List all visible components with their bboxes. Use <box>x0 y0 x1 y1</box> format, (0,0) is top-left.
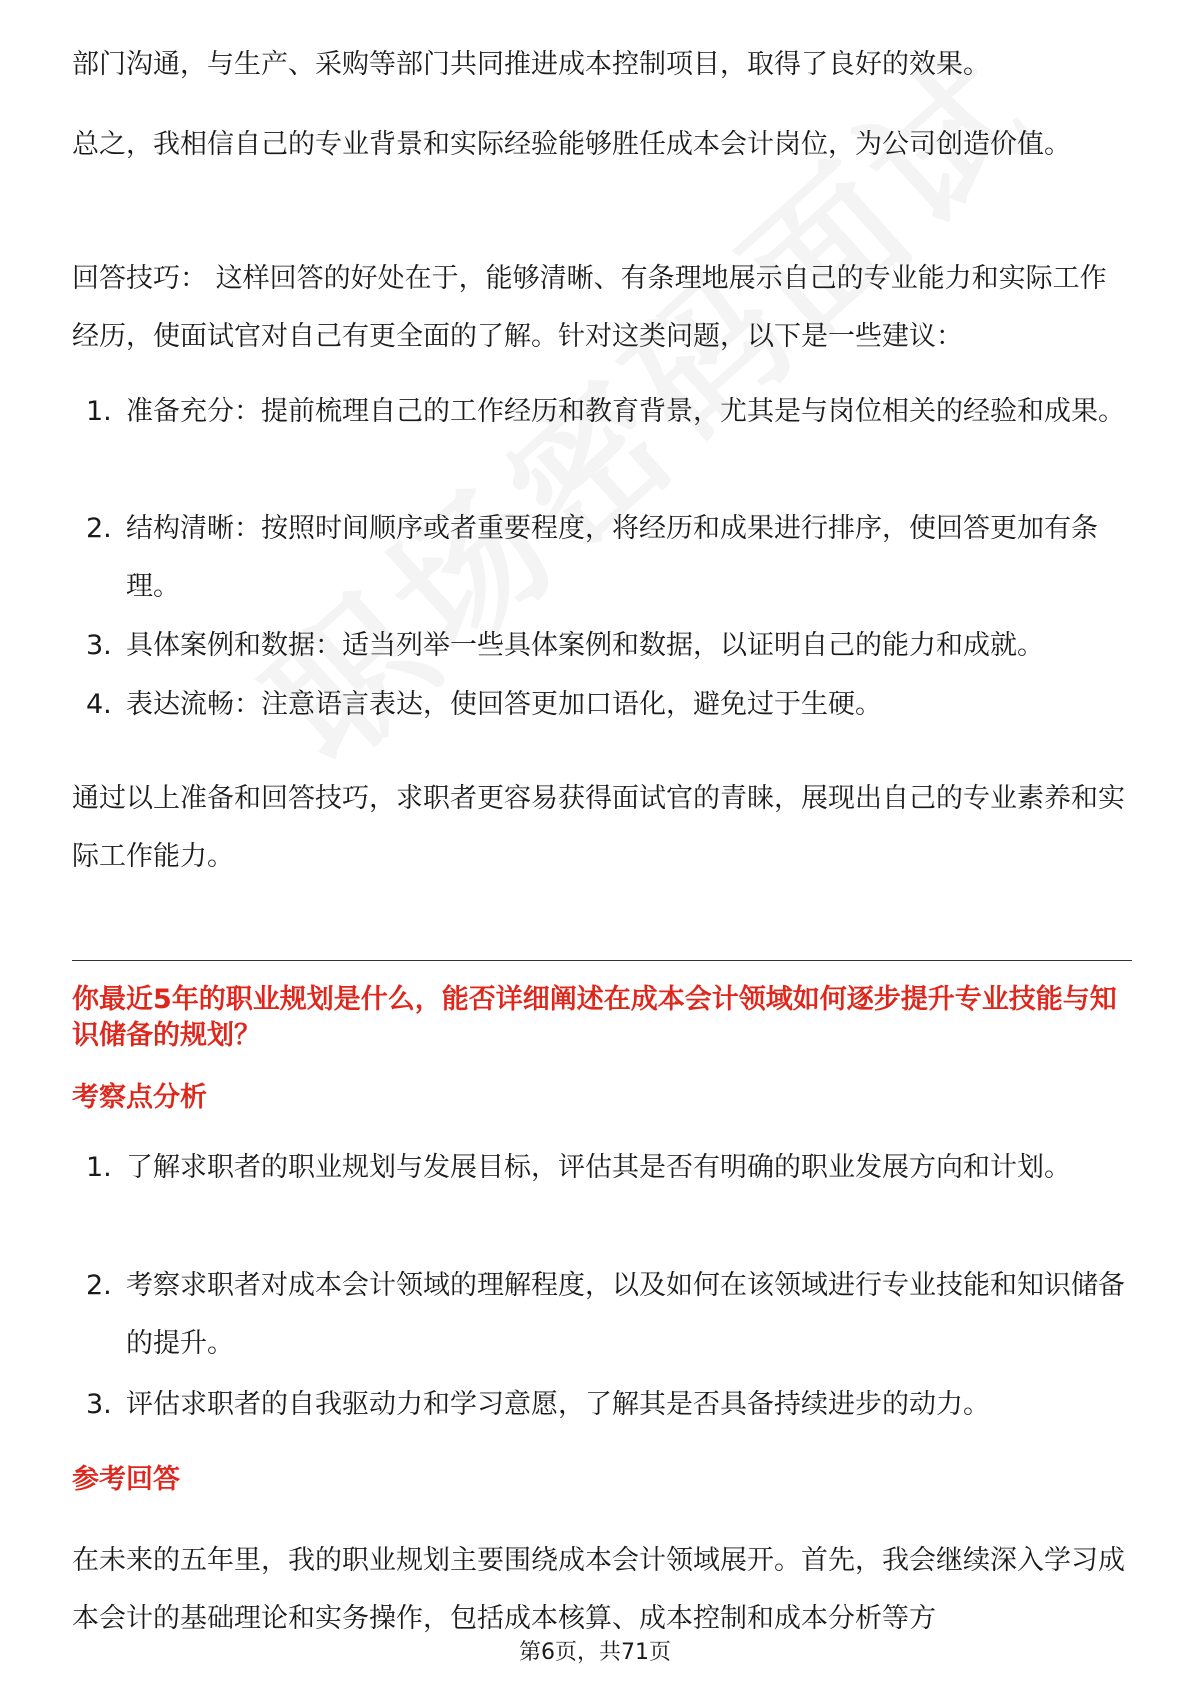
list-number: 1. <box>86 1152 112 1183</box>
paragraph-continuation: 部门沟通，与生产、采购等部门共同推进成本控制项目，取得了良好的效果。 <box>72 49 990 80</box>
list-item: 评估求职者的自我驱动力和学习意愿，了解其是否具备持续进步的动力。 <box>126 1389 990 1420</box>
list-number: 3. <box>86 1389 112 1420</box>
reference-answer: 在未来的五年里，我的职业规划主要围绕成本会计领域展开。首先，我会继续深入学习成本会计的基础理论和实务操作，包括成本核算、成本控制和成本分析等方 <box>72 1545 1125 1634</box>
list-number: 2. <box>86 513 112 544</box>
question-heading: 你最近5年的职业规划是什么，能否详细阐述在成本会计领域如何逐步提升专业技能与知识储备的规划？ <box>72 984 1117 1051</box>
list-item: 考察求职者对成本会计领域的理解程度，以及如何在该领域进行专业技能和知识储备的提升。 <box>126 1270 1125 1359</box>
list-item: 了解求职者的职业规划与发展目标，评估其是否有明确的职业发展方向和计划。 <box>126 1152 1071 1183</box>
list-number: 3. <box>86 630 112 661</box>
list-item: 表达流畅：注意语言表达，使回答更加口语化，避免过于生硬。 <box>126 689 882 720</box>
paragraph-answer-tips: 回答技巧： 这样回答的好处在于，能够清晰、有条理地展示自己的专业能力和实际工作经历，使面试官对自己有更全面的了解。针对这类问题，以下是一些建议： <box>72 263 1107 352</box>
analysis-heading: 考察点分析 <box>72 1082 207 1113</box>
list-number: 4. <box>86 689 112 720</box>
list-item: 具体案例和数据：适当列举一些具体案例和数据，以证明自己的能力和成就。 <box>126 630 1044 661</box>
list-number: 1. <box>86 396 112 427</box>
list-number: 2. <box>86 1270 112 1301</box>
paragraph-summary: 通过以上准备和回答技巧，求职者更容易获得面试官的青睐，展现出自己的专业素养和实际工作能力。 <box>72 783 1125 872</box>
section-divider <box>72 960 1132 961</box>
list-item: 结构清晰：按照时间顺序或者重要程度，将经历和成果进行排序，使回答更加有条理。 <box>126 513 1098 602</box>
list-item: 准备充分：提前梳理自己的工作经历和教育背景，尤其是与岗位相关的经验和成果。 <box>126 396 1125 427</box>
page-footer: 第6页，共71页 <box>519 1640 671 1665</box>
paragraph-conclusion: 总之，我相信自己的专业背景和实际经验能够胜任成本会计岗位，为公司创造价值。 <box>72 129 1071 160</box>
reference-heading: 参考回答 <box>72 1464 180 1495</box>
